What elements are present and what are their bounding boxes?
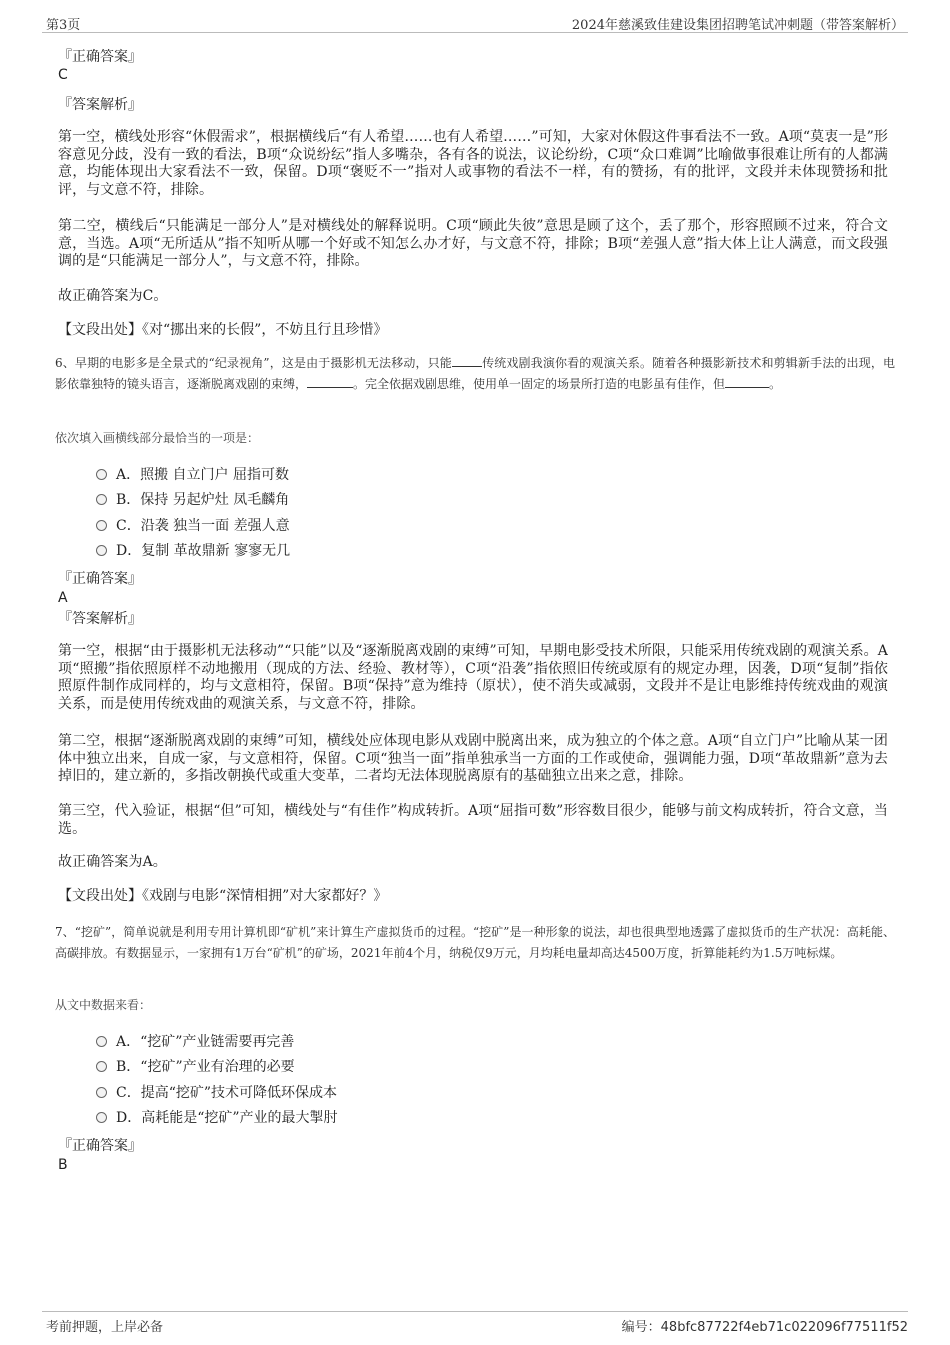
radio-icon[interactable] <box>96 469 107 480</box>
q5-analysis-paragraph-1: 第一空，横线处形容“休假需求”，根据横线后“有人希望……也有人希望……”可知，大家对休假这件事看法不一致。A项“莫衷一是”形容意见分歧，没有一致的看法，B项“众说纷纭”指人多嘴杂，各有各的说法，议论纷纷，C项“众口难调”比喻做事很难让所有的人都满意，均能体现出大家看法不一致，保留。D项“褒贬不一”指对人或事物的看法不一样，有的赞扬，有的批评，文段并未体现赞扬和批评，与文意不符，排除。 <box>58 129 888 198</box>
q6-option-b-label: B．保持 另起炉灶 凤毛麟角 <box>116 492 290 508</box>
page-footer <box>42 1311 908 1334</box>
q6-option-c-label: C．沿袭 独当一面 差强人意 <box>116 518 290 534</box>
q7-option-c[interactable] <box>96 1083 337 1103</box>
q6-option-b[interactable] <box>96 490 289 510</box>
document-id: 编号：48bfc87722f4eb71c022096f77511f52 <box>621 1320 908 1335</box>
q7-prompt: 从文中数据来看： <box>55 998 152 1012</box>
q6-prompt: 依次填入画横线部分最恰当的一项是： <box>55 431 260 445</box>
q7-option-b-label: B．“挖矿”产业有治理的必要 <box>116 1059 295 1075</box>
q6-stem-part-4: 。 <box>769 377 782 391</box>
q5-analysis-label: 『答案解析』 <box>58 97 142 113</box>
page-number: 第3页 <box>46 18 81 33</box>
q6-analysis-label: 『答案解析』 <box>58 611 142 627</box>
q7-option-d[interactable] <box>96 1108 338 1128</box>
q6-option-a[interactable] <box>96 465 289 485</box>
radio-icon[interactable] <box>96 1112 107 1123</box>
page-header <box>42 14 908 33</box>
q5-source: 【文段出处】《对“挪出来的长假”，不妨且行且珍惜》 <box>58 322 388 338</box>
q6-answer: A <box>58 590 68 606</box>
q5-answer: C <box>58 67 68 83</box>
q6-stem-part-2: 传统戏剧我演你看的观演关系。随着各种摄影新技术和剪辑新手法的出现，电影依靠独特的镜头语言，逐渐脱离戏剧的束缚， <box>55 356 895 391</box>
q6-analysis-paragraph-1: 第一空，根据“由于摄影机无法移动”“只能”以及“逐渐脱离戏剧的束缚”可知，早期电影受技术所限，只能采用传统戏剧的观演关系。A项“照搬”指依照原样不动地搬用（现成的方法、经验、教材等），C项“沿袭”指依照旧传统或原有的规定办理，因袭，D项“复制”指依照原件制作成同样的，均与文意相符，保留。B项“保持”意为维持（原状），使不消失或减弱，文段并不是让电影维持传统戏曲的观演关系，而是使用传统戏曲的观演关系，与文意不符，排除。 <box>58 643 888 712</box>
q5-conclusion: 故正确答案为C。 <box>58 288 168 304</box>
q6-blank-1 <box>452 354 482 367</box>
q7-answer-label: 『正确答案』 <box>58 1138 142 1154</box>
radio-icon[interactable] <box>96 1087 107 1098</box>
radio-icon[interactable] <box>96 1061 107 1072</box>
footer-slogan: 考前押题，上岸必备 <box>46 1320 164 1335</box>
q7-option-d-label: D．高耗能是“挖矿”产业的最大掣肘 <box>116 1110 338 1126</box>
q6-option-c[interactable] <box>96 516 290 536</box>
radio-icon[interactable] <box>96 520 107 531</box>
q7-answer: B <box>58 1157 68 1173</box>
q6-answer-label: 『正确答案』 <box>58 571 142 587</box>
q7-option-c-label: C．提高“挖矿”技术可降低环保成本 <box>116 1085 338 1101</box>
q6-source: 【文段出处】《戏剧与电影“深情相拥”对大家都好？》 <box>58 888 388 904</box>
radio-icon[interactable] <box>96 545 107 556</box>
q6-stem-part-1: 6、早期的电影多是全景式的“纪录视角”，这是由于摄影机无法移动，只能 <box>55 356 452 370</box>
q7-stem: 7、“挖矿”，简单说就是利用专用计算机即“矿机”来计算生产虚拟货币的过程。“挖矿”是一种形象的说法，却也很典型地透露了虚拟货币的生产状况：高耗能、高碳排放。有数据显示，一家拥有1万台“矿机”的矿场，2021年前4个月，纳税仅9万元，月均耗电量却高达4500万度，折算能耗约为1.5万吨标煤。 <box>55 925 895 960</box>
q6-conclusion: 故正确答案为A。 <box>58 854 167 870</box>
q6-stem-part-3: 。完全依据戏剧思维，使用单一固定的场景所打造的电影虽有佳作，但 <box>353 377 726 391</box>
q7-option-b[interactable] <box>96 1057 295 1077</box>
q6-blank-3 <box>725 375 769 388</box>
q6-option-d[interactable] <box>96 541 290 561</box>
q7-option-a[interactable] <box>96 1032 294 1052</box>
radio-icon[interactable] <box>96 494 107 505</box>
q6-option-d-label: D．复制 革故鼎新 寥寥无几 <box>116 543 291 559</box>
q7-option-a-label: A．“挖矿”产业链需要再完善 <box>116 1034 295 1050</box>
q6-option-a-label: A．照搬 自立门户 屈指可数 <box>116 467 290 483</box>
q6-analysis-paragraph-2: 第二空，根据“逐渐脱离戏剧的束缚”可知，横线处应体现电影从戏剧中脱离出来，成为独立的个体之意。A项“自立门户”比喻从某一团体中独立出来，自成一家，与文意相符，保留。C项“独当一面”指单独承当一方面的工作或使命，强调能力强，D项“革故鼎新”意为去掉旧的，建立新的，多指改朝换代或重大变革，二者均无法体现脱离原有的基础独立出来之意，排除。 <box>58 733 888 784</box>
q6-stem <box>55 353 895 395</box>
q5-analysis-paragraph-2: 第二空，横线后“只能满足一部分人”是对横线处的解释说明。C项“顾此失彼”意思是顾了这个，丢了那个，形容照顾不过来，符合文意，当选。A项“无所适从”指不知听从哪一个好或不知怎么办才好，与文意不符，排除；B项“差强人意”指大体上让人满意，而文段强调的是“只能满足一部分人”，与文意不符，排除。 <box>58 218 888 269</box>
q6-analysis-paragraph-3: 第三空，代入验证，根据“但”可知，横线处与“有佳作”构成转折。A项“屈指可数”形容数目很少，能够与前文构成转折，符合文意，当选。 <box>58 803 888 837</box>
q5-answer-label: 『正确答案』 <box>58 49 142 65</box>
document-title: 2024年慈溪致佳建设集团招聘笔试冲刺题（带答案解析） <box>571 18 904 33</box>
radio-icon[interactable] <box>96 1036 107 1047</box>
q6-blank-2 <box>307 375 353 388</box>
